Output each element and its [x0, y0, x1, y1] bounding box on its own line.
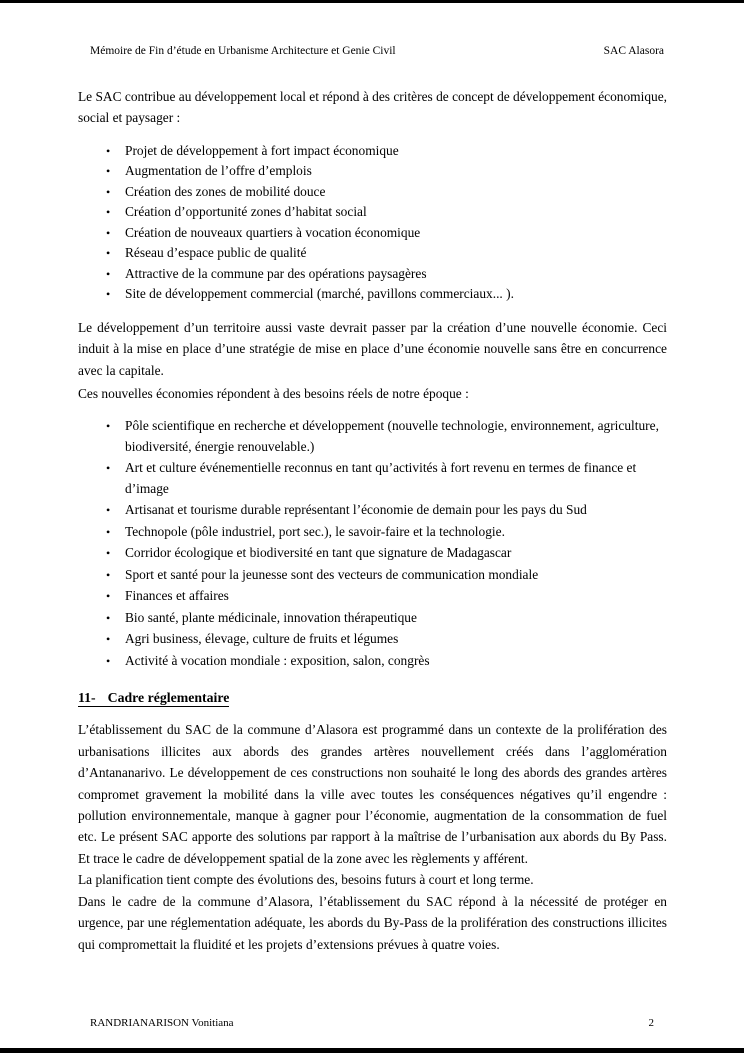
heading-title: Cadre réglementaire	[107, 690, 230, 706]
list-item-text: Bio santé, plante médicinale, innovation thérapeutique	[125, 609, 417, 625]
bullet-icon: •	[106, 164, 111, 179]
bullet-icon: •	[106, 246, 111, 261]
list-item	[78, 458, 667, 499]
list-item	[78, 500, 667, 521]
document-header	[90, 44, 664, 58]
heading-number: 11-	[78, 690, 96, 706]
list-item-text: Réseau d’espace public de qualité	[125, 245, 307, 261]
list-item	[78, 202, 667, 223]
document-body	[78, 86, 667, 955]
header-right-text: SAC Alasora	[603, 45, 664, 57]
bullet-icon: •	[106, 225, 111, 240]
page-top-edge	[0, 0, 744, 3]
heading-underline	[78, 690, 229, 707]
bullet-icon: •	[106, 419, 111, 434]
bullet-icon: •	[106, 461, 111, 476]
bullet-icon: •	[106, 184, 111, 199]
footer-page-number: 2	[648, 1017, 654, 1029]
bullet-icon: •	[106, 503, 111, 518]
bullet-list-new-economies	[78, 416, 667, 671]
page-bottom-edge	[0, 1048, 744, 1053]
header-left-text: Mémoire de Fin d’étude en Urbanisme Architecture et Genie Civil	[90, 45, 396, 57]
document-footer	[90, 1016, 654, 1030]
list-item	[78, 586, 667, 607]
list-item-text: Création d’opportunité zones d’habitat social	[125, 204, 367, 220]
bullet-icon: •	[106, 653, 111, 668]
list-item	[78, 161, 667, 182]
bullet-icon: •	[106, 287, 111, 302]
list-item	[78, 416, 667, 457]
bullet-icon: •	[106, 610, 111, 625]
section-heading-cadre-reglementaire	[78, 687, 667, 708]
bullet-icon: •	[106, 205, 111, 220]
bullet-icon: •	[106, 143, 111, 158]
list-item	[78, 223, 667, 244]
paragraph-sac-establishment: L’établissement du SAC de la commune d’Alasora est programmé dans un contexte de la prolifération des urbanisations illicites aux abords des grandes artères nouvellement créés dans l’agglomération d’Antananarivo. Le développement de ces constructions non souhaité le long des abords des grandes artères compromet gravement la mobilité dans la ville avec toutes les conséquences négatives qu’il engendre : pollution environnementale, manque à gagner pour l’économie, augmentation de la consommation de fuel etc. Le présent SAC apporte des solutions par rapport à la maîtrise de l’urbanisation aux abords du By Pass. Et trace le cadre de développement spatial de la zone avec les règlements y afférent.	[78, 722, 667, 866]
list-item-text: Augmentation de l’offre d’emplois	[125, 163, 312, 179]
list-item-text: Agri business, élevage, culture de fruits et légumes	[125, 631, 399, 647]
bullet-icon: •	[106, 546, 111, 561]
list-item	[78, 284, 667, 305]
list-item	[78, 141, 667, 162]
list-item-text: Finances et affaires	[125, 588, 229, 604]
bullet-list-development-criteria	[78, 141, 667, 305]
paragraph-planification: La planification tient compte des évolutions des, besoins futurs à court et long terme.	[78, 872, 534, 888]
list-item-text: Corridor écologique et biodiversité en tant que signature de Madagascar	[125, 545, 512, 561]
list-item-text: Site de développement commercial (marché, pavillons commerciaux... ).	[125, 286, 514, 302]
bullet-icon: •	[106, 589, 111, 604]
paragraph-bypass-protection: Dans le cadre de la commune d’Alasora, l’établissement du SAC répond à la nécessité de protéger en urgence, par une réglementation adéquate, les abords du By-Pass de la prolifération des constructions illicites qui compromettait la fluidité et les projets d’extensions prévues à quatre voies.	[78, 893, 667, 952]
bullet-icon: •	[106, 524, 111, 539]
list-item-text: Artisanat et tourisme durable représentant l’économie de demain pour les pays du Sud	[125, 502, 587, 518]
list-item	[78, 629, 667, 650]
list-item	[78, 243, 667, 264]
list-item	[78, 608, 667, 629]
list-item	[78, 543, 667, 564]
list-item-text: Attractive de la commune par des opérations paysagères	[125, 265, 427, 281]
list-item-text: Création des zones de mobilité douce	[125, 183, 326, 199]
paragraph-territory: Le développement d’un territoire aussi vaste devrait passer par la création d’une nouvelle économie. Ceci induit à la mise en place d’une stratégie de mise en place d’une économie nouvelle sans être en concurrence avec la capitale.	[78, 319, 667, 378]
intro-paragraph: Le SAC contribue au développement local et répond à des critères de concept de développement économique, social et paysager :	[78, 89, 667, 126]
bullet-icon: •	[106, 266, 111, 281]
paragraph-new-economies: Ces nouvelles économies répondent à des besoins réels de notre époque :	[78, 386, 469, 402]
list-item-text: Pôle scientifique en recherche et développement (nouvelle technologie, environnement, agriculture, biodiversité, énergie renouvelable.)	[125, 418, 659, 454]
list-item-text: Projet de développement à fort impact économique	[125, 142, 399, 158]
list-item-text: Technopole (pôle industriel, port sec.), le savoir-faire et la technologie.	[125, 523, 505, 539]
list-item-text: Sport et santé pour la jeunesse sont des vecteurs de communication mondiale	[125, 566, 539, 582]
list-item-text: Création de nouveaux quartiers à vocation économique	[125, 224, 421, 240]
list-item	[78, 522, 667, 543]
list-item	[78, 565, 667, 586]
list-item	[78, 264, 667, 285]
list-item	[78, 182, 667, 203]
footer-author: RANDRIANARISON Vonitiana	[90, 1017, 234, 1029]
list-item	[78, 651, 667, 672]
bullet-icon: •	[106, 632, 111, 647]
list-item-text: Activité à vocation mondiale : exposition, salon, congrès	[125, 652, 430, 668]
list-item-text: Art et culture événementielle reconnus en tant qu’activités à fort revenu en termes de finance et d’image	[125, 460, 637, 496]
bullet-icon: •	[106, 567, 111, 582]
